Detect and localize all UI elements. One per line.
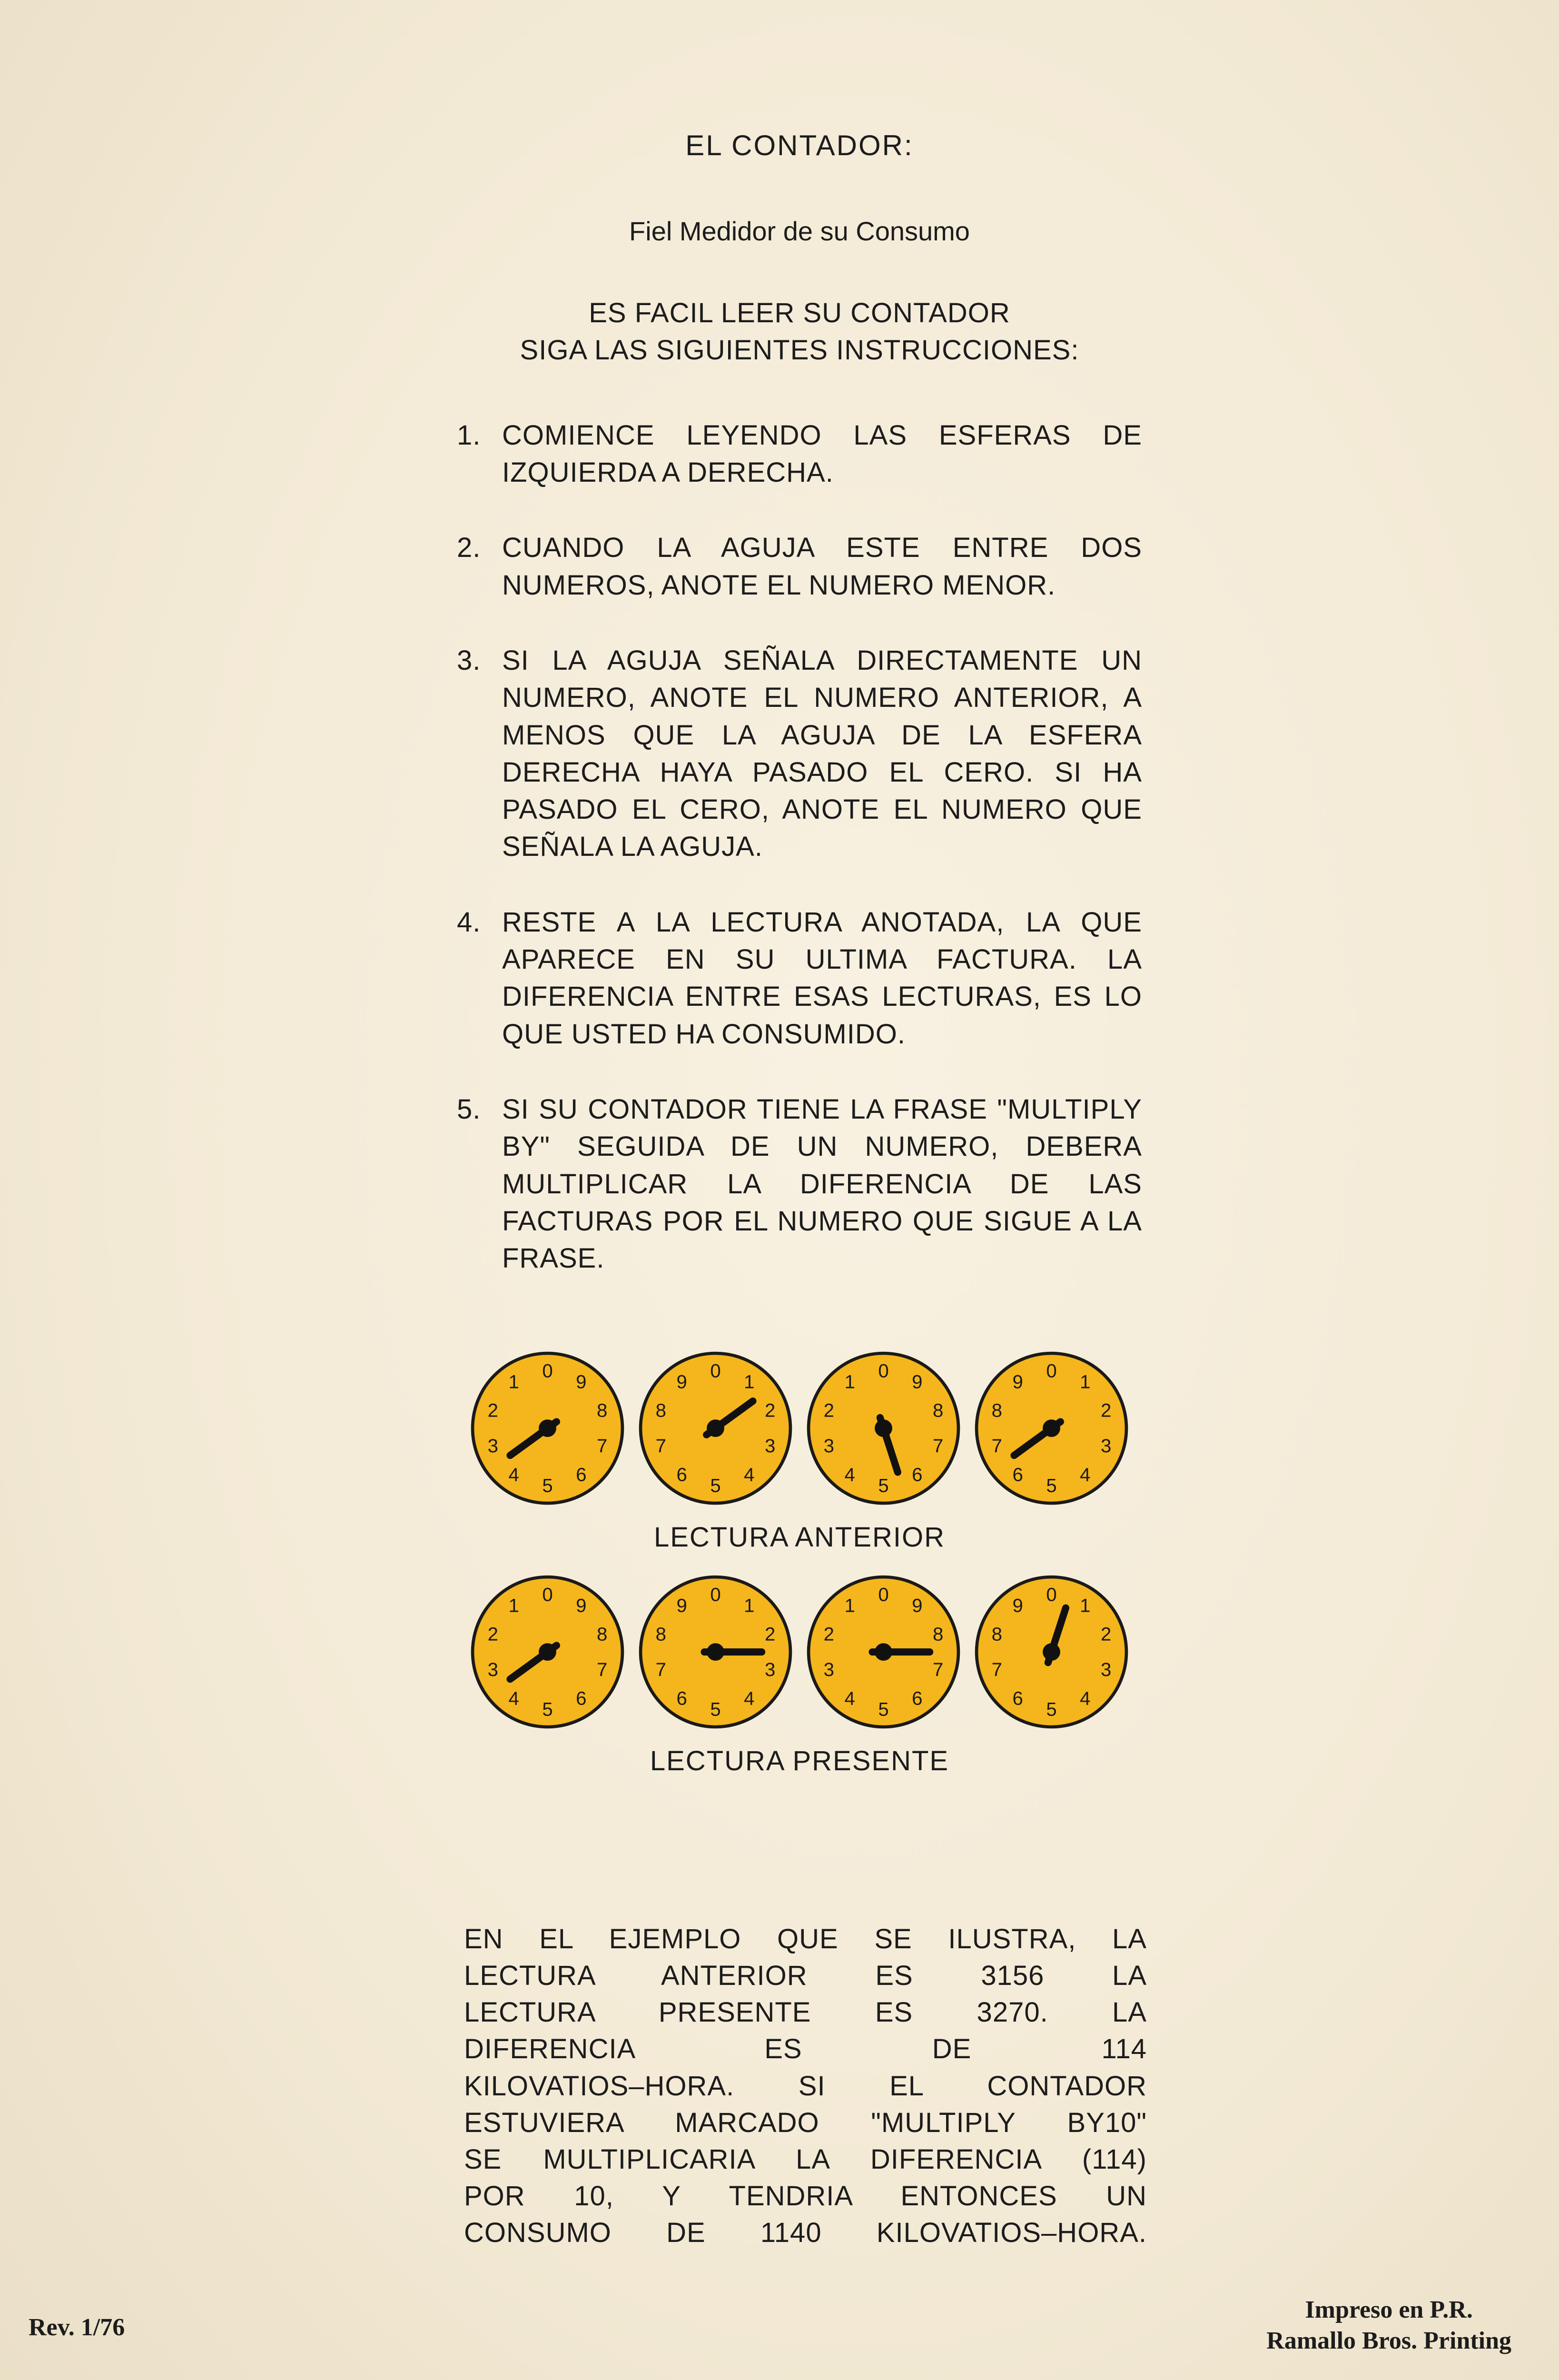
meter-dial xyxy=(636,1349,795,1508)
dials-anterior xyxy=(457,1349,1142,1508)
dial-digit: 7 xyxy=(597,1659,608,1681)
dial-digit: 8 xyxy=(991,1624,1002,1646)
meter-dial xyxy=(468,1349,627,1508)
dial-digit: 6 xyxy=(912,1464,923,1486)
dial-hub xyxy=(539,1419,556,1437)
dial-hub xyxy=(1043,1643,1060,1661)
dial-digit: 0 xyxy=(542,1584,553,1606)
dial-digit: 5 xyxy=(878,1475,889,1497)
example-line: ESTUVIERA MARCADO "MULTIPLY BY10" xyxy=(464,2107,1147,2138)
instruction-item xyxy=(457,642,1142,866)
example-line: SE MULTIPLICARIA LA DIFERENCIA (114) xyxy=(464,2143,1147,2175)
dial-digit: 4 xyxy=(1080,1464,1091,1486)
dial-digit: 4 xyxy=(744,1464,755,1486)
dial-digit: 1 xyxy=(508,1371,519,1393)
dial-digit: 7 xyxy=(933,1435,944,1457)
dial-hub xyxy=(707,1419,724,1437)
instruction-text: SI LA AGUJA SEÑALA DIRECTAMENTE UN NUMERO, ANOTE EL NUMERO ANTERIOR, A MENOS QUE LA AGUJA DE LA ESFERA DERECHA HAYA PASADO EL CERO. SI HA PASADO EL CERO, ANOTE EL NUMERO QUE SEÑALA LA AGUJA. xyxy=(502,645,1142,863)
dial-digit: 6 xyxy=(912,1687,923,1709)
example-line: CONSUMO DE 1140 KILOVATIOS–HORA. xyxy=(464,2217,1147,2248)
printer-line-2: Ramallo Bros. Printing xyxy=(1266,2327,1511,2354)
revision-label: Rev. 1/76 xyxy=(29,2314,125,2341)
dial-digit: 6 xyxy=(576,1464,587,1486)
instruction-number: 5. xyxy=(457,1093,481,1125)
dials-presente xyxy=(457,1572,1142,1732)
dial-hub xyxy=(875,1643,892,1661)
dial-digit: 5 xyxy=(710,1698,721,1720)
dial-digit: 3 xyxy=(1101,1435,1112,1457)
example-line: DIFERENCIA ES DE 114 xyxy=(464,2033,1147,2065)
lead-line-1: ES FACIL LEER SU CONTADOR xyxy=(589,298,1010,329)
dial-digit: 3 xyxy=(823,1435,834,1457)
instruction-text: CUANDO LA AGUJA ESTE ENTRE DOS NUMEROS, ANOTE EL NUMERO MENOR. xyxy=(502,532,1142,601)
dial-digit: 2 xyxy=(1101,1624,1112,1646)
dial-digit: 9 xyxy=(1012,1371,1023,1393)
dial-digit: 4 xyxy=(844,1464,855,1486)
dial-digit: 8 xyxy=(991,1400,1002,1422)
meter-dial xyxy=(636,1572,795,1732)
instruction-number: 1. xyxy=(457,419,481,451)
dial-digit: 7 xyxy=(655,1659,666,1681)
dial-digit: 4 xyxy=(508,1464,519,1486)
dial-digit: 5 xyxy=(878,1698,889,1720)
dial-digit: 7 xyxy=(655,1435,666,1457)
dial-digit: 8 xyxy=(655,1400,666,1422)
dial-digit: 6 xyxy=(1012,1687,1023,1709)
dial-digit: 6 xyxy=(676,1687,687,1709)
dial-digit: 5 xyxy=(542,1698,553,1720)
example-line: LECTURA PRESENTE ES 3270. LA xyxy=(464,1997,1147,2028)
dial-digit: 3 xyxy=(765,1659,776,1681)
dial-digit: 0 xyxy=(878,1360,889,1382)
dial-digit: 4 xyxy=(844,1687,855,1709)
instruction-text: RESTE A LA LECTURA ANOTADA, LA QUE APARECE EN SU ULTIMA FACTURA. LA DIFERENCIA ENTRE ESAS LECTURAS, ES LO QUE USTED HA CONSUMIDO. xyxy=(502,906,1142,1050)
dial-digit: 0 xyxy=(1046,1360,1057,1382)
dial-digit: 1 xyxy=(508,1595,519,1616)
dial-digit: 8 xyxy=(597,1400,608,1422)
dial-digit: 0 xyxy=(878,1584,889,1606)
instruction-text: SI SU CONTADOR TIENE LA FRASE "MULTIPLY BY" SEGUIDA DE UN NUMERO, DEBERA MULTIPLICAR LA DIFERENCIA DE LAS FACTURAS POR EL NUMERO QUE SIGUE A LA FRASE. xyxy=(502,1093,1142,1274)
printer-line-1: Impreso en P.R. xyxy=(1305,2296,1473,2323)
dial-digit: 3 xyxy=(765,1435,776,1457)
dial-digit: 6 xyxy=(676,1464,687,1486)
dial-digit: 7 xyxy=(933,1659,944,1681)
meter-dial xyxy=(972,1349,1131,1508)
dial-digit: 0 xyxy=(1046,1584,1057,1606)
dial-hub xyxy=(875,1419,892,1437)
instruction-number: 2. xyxy=(457,532,481,564)
example-line: POR 10, Y TENDRIA ENTONCES UN xyxy=(464,2180,1147,2211)
dial-digit: 9 xyxy=(1012,1595,1023,1616)
example-line: LECTURA ANTERIOR ES 3156 LA xyxy=(464,1960,1147,1992)
dial-digit: 9 xyxy=(676,1595,687,1616)
dial-hub xyxy=(1043,1419,1060,1437)
dial-digit: 4 xyxy=(1080,1687,1091,1709)
dial-digit: 8 xyxy=(933,1624,944,1646)
dial-digit: 7 xyxy=(991,1659,1002,1681)
dial-digit: 5 xyxy=(710,1475,721,1497)
lead-text xyxy=(457,295,1142,369)
dial-digit: 6 xyxy=(576,1687,587,1709)
dial-digit: 9 xyxy=(576,1371,587,1393)
dial-digit: 5 xyxy=(1046,1698,1057,1720)
dial-digit: 2 xyxy=(487,1400,498,1422)
dial-digit: 1 xyxy=(1080,1371,1091,1393)
dial-digit: 6 xyxy=(1012,1464,1023,1486)
meter-dial xyxy=(972,1572,1131,1732)
dial-digit: 2 xyxy=(823,1624,834,1646)
example-paragraph xyxy=(464,1921,1147,2251)
example-line: EN EL EJEMPLO QUE SE ILUSTRA, LA xyxy=(464,1924,1147,1954)
dial-hub xyxy=(707,1643,724,1661)
page-subtitle: Fiel Medidor de su Consumo xyxy=(629,216,970,246)
example-line: KILOVATIOS–HORA. SI EL CONTADOR xyxy=(464,2070,1147,2102)
dial-digit: 0 xyxy=(710,1584,721,1606)
dial-digit: 9 xyxy=(676,1371,687,1393)
instruction-item xyxy=(457,529,1142,604)
page-title: EL CONTADOR: xyxy=(685,129,914,161)
dial-digit: 2 xyxy=(765,1624,776,1646)
instruction-item xyxy=(457,417,1142,492)
dial-digit: 8 xyxy=(597,1624,608,1646)
dial-digit: 8 xyxy=(933,1400,944,1422)
dial-digit: 1 xyxy=(744,1595,755,1616)
dial-digit: 1 xyxy=(844,1595,855,1616)
dial-digit: 9 xyxy=(576,1595,587,1616)
instruction-number: 4. xyxy=(457,906,481,938)
meter-dial xyxy=(468,1572,627,1732)
dial-digit: 8 xyxy=(655,1624,666,1646)
dial-digit: 2 xyxy=(765,1400,776,1422)
meter-dial xyxy=(804,1349,963,1508)
dial-digit: 0 xyxy=(542,1360,553,1382)
dial-digit: 3 xyxy=(1101,1659,1112,1681)
dial-digit: 7 xyxy=(991,1435,1002,1457)
caption-lectura-presente: LECTURA PRESENTE xyxy=(650,1745,949,1777)
dial-digit: 1 xyxy=(844,1371,855,1393)
dial-digit: 9 xyxy=(912,1371,923,1393)
instruction-item xyxy=(457,1091,1142,1277)
printer-credit xyxy=(1266,2294,1511,2356)
dial-digit: 3 xyxy=(823,1659,834,1681)
dial-digit: 2 xyxy=(487,1624,498,1646)
dial-digit: 7 xyxy=(597,1435,608,1457)
main-content xyxy=(457,129,1142,1796)
instruction-number: 3. xyxy=(457,645,481,676)
dial-digit: 2 xyxy=(1101,1400,1112,1422)
dial-digit: 9 xyxy=(912,1595,923,1616)
dial-digit: 1 xyxy=(1080,1595,1091,1616)
dial-digit: 3 xyxy=(487,1435,498,1457)
dial-digit: 4 xyxy=(508,1687,519,1709)
dial-digit: 5 xyxy=(1046,1475,1057,1497)
instruction-item xyxy=(457,904,1142,1053)
dial-digit: 0 xyxy=(710,1360,721,1382)
meter-dial xyxy=(804,1572,963,1732)
dial-hub xyxy=(539,1643,556,1661)
dial-digit: 1 xyxy=(744,1371,755,1393)
caption-lectura-anterior: LECTURA ANTERIOR xyxy=(653,1522,946,1553)
instruction-text: COMIENCE LEYENDO LAS ESFERAS DE IZQUIERDA A DERECHA. xyxy=(502,419,1142,488)
dial-digit: 2 xyxy=(823,1400,834,1422)
dial-digit: 3 xyxy=(487,1659,498,1681)
lead-line-2: SIGA LAS SIGUIENTES INSTRUCCIONES: xyxy=(520,335,1079,366)
instruction-list xyxy=(457,417,1142,1278)
dial-digit: 5 xyxy=(542,1475,553,1497)
dial-digit: 4 xyxy=(744,1687,755,1709)
